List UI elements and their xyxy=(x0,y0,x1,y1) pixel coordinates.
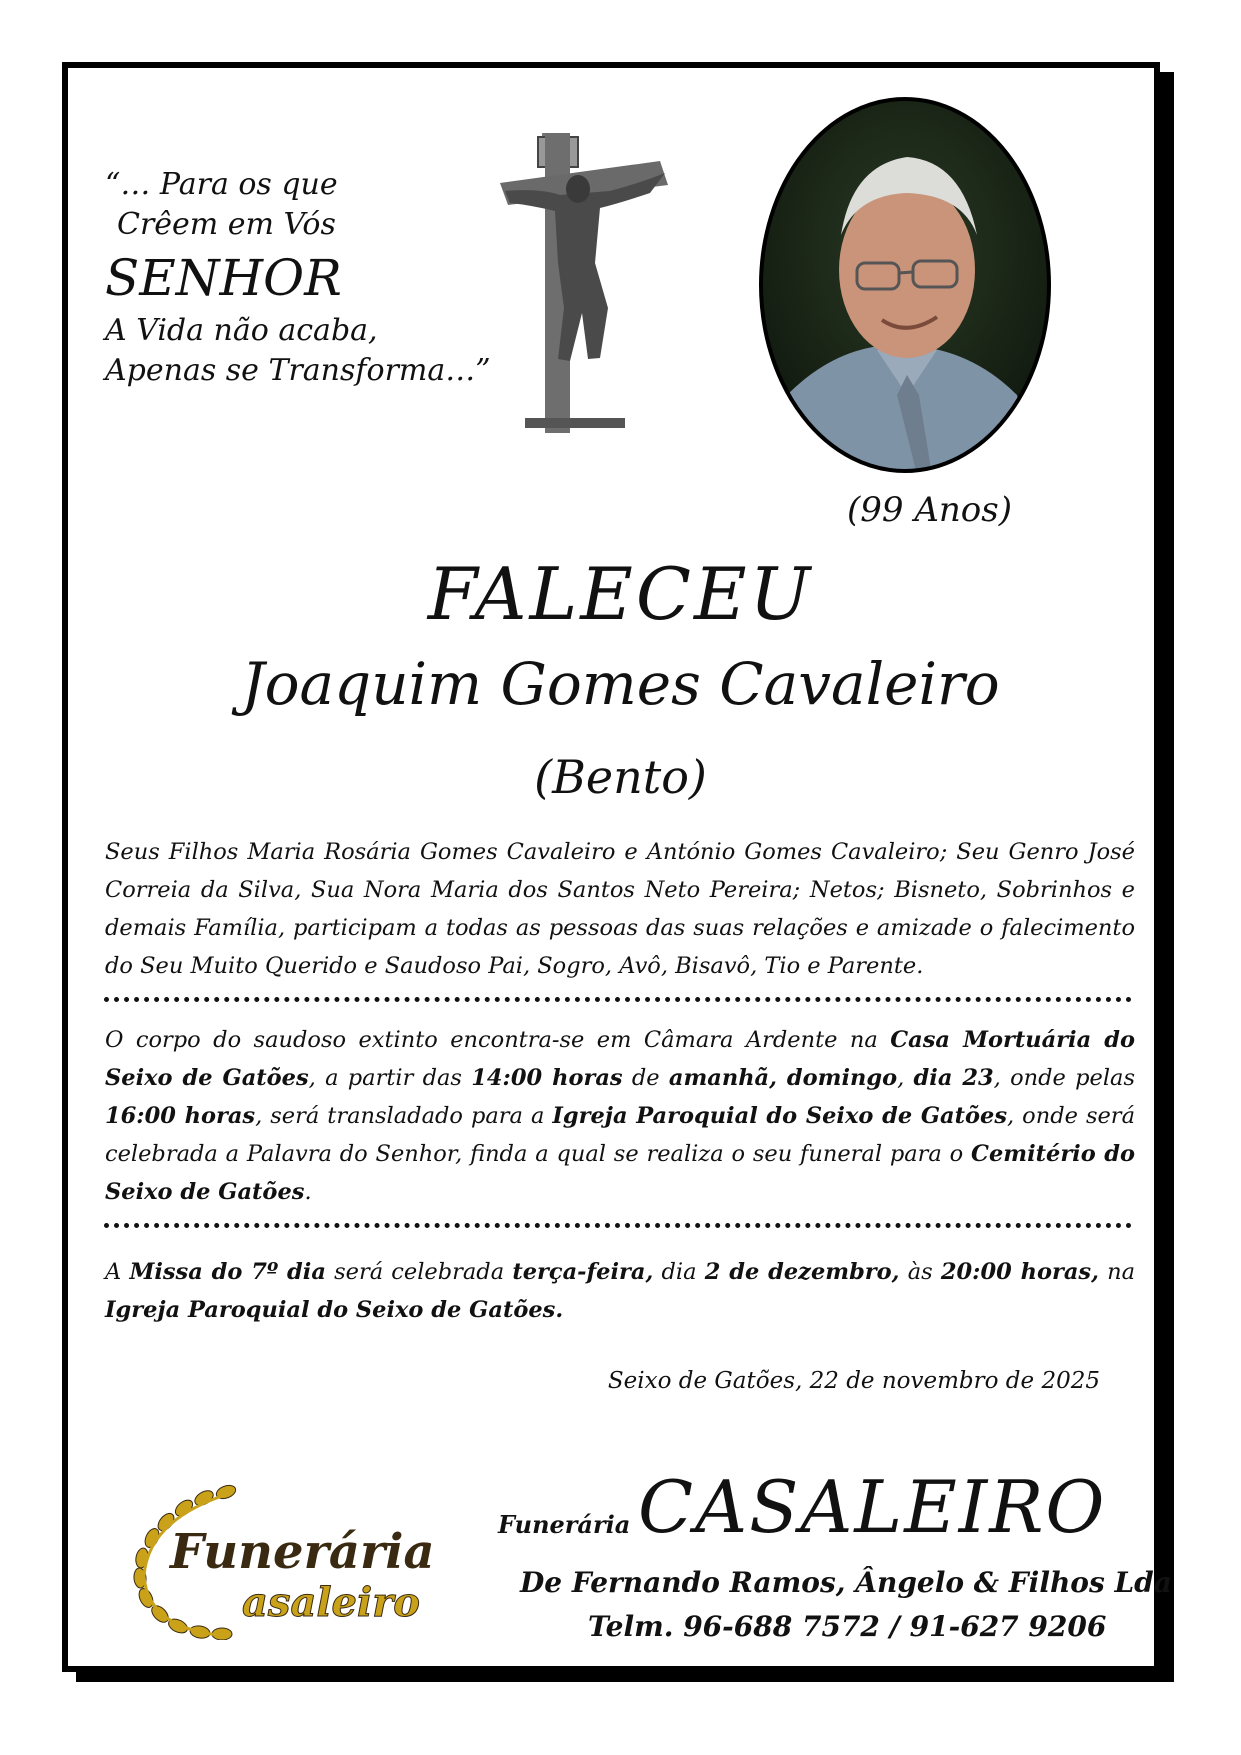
funeral-highlight: Cemitério do Seixo de Gatões xyxy=(105,1141,1135,1205)
age-label: (99 Anos) xyxy=(847,490,1012,530)
mass-highlight: terça-feira, xyxy=(512,1259,654,1285)
funeral-text: , a partir das xyxy=(308,1065,472,1091)
footer-funeraria-label: Funerária xyxy=(498,1510,631,1539)
funeral-highlight: amanhã, domingo xyxy=(668,1065,898,1091)
deceased-name: Joaquim Gomes Cavaleiro xyxy=(241,650,1000,718)
mass-highlight: Igreja Paroquial do Seixo de Gatões. xyxy=(105,1297,564,1323)
logo-word-2: asaleiro xyxy=(242,1579,420,1626)
quote-line-2: Crêem em Vós xyxy=(117,207,336,242)
funeral-text: , será transladado para a xyxy=(255,1103,553,1129)
funeraria-logo xyxy=(118,1480,458,1640)
headline-title: FALECEU xyxy=(427,552,814,636)
mass-text: A xyxy=(105,1259,130,1285)
mass-highlight: 20:00 horas, xyxy=(940,1259,1099,1285)
mass-highlight: 2 de dezembro, xyxy=(704,1259,900,1285)
deceased-nickname: (Bento) xyxy=(534,750,707,804)
quote-block xyxy=(105,165,491,391)
funeral-text: , onde pelas xyxy=(993,1065,1135,1091)
quote-line-3: SENHOR xyxy=(105,249,342,307)
funeral-paragraph xyxy=(105,1021,1135,1211)
portrait-photo xyxy=(757,95,1053,475)
footer-company: De Fernando Ramos, Ângelo & Filhos Lda xyxy=(520,1566,1172,1599)
mass-text: na xyxy=(1098,1259,1136,1285)
mass-text: será celebrada xyxy=(325,1259,513,1285)
funeral-highlight: Igreja Paroquial do Seixo de Gatões xyxy=(552,1103,1008,1129)
crucifix-icon xyxy=(500,133,670,433)
funeral-text: . xyxy=(304,1179,312,1205)
mass-text: às xyxy=(899,1259,941,1285)
funeral-highlight: dia 23 xyxy=(913,1065,994,1091)
funeral-highlight: 14:00 horas xyxy=(471,1065,623,1091)
family-paragraph: Seus Filhos Maria Rosária Gomes Cavaleiro e António Gomes Cavaleiro; Seu Genro José Correia da Silva, Sua Nora Maria dos Santos Neto Pereira; Netos; Bisneto, Sobrinhos e demais Família, participam a todas as pessoas das suas relações e amizade o falecimento do Seu Muito Querido e Saudoso Pai, Sogro, Avô, Bisavô, Tio e Parente. xyxy=(105,839,1135,979)
logo-word-1: Funerária xyxy=(170,1524,435,1580)
dotted-divider xyxy=(104,997,1132,1002)
quote-line-1: “… Para os que xyxy=(105,167,338,202)
footer-brand: CASALEIRO xyxy=(638,1465,1107,1549)
funeral-highlight: Casa Mortuária do Seixo de Gatões xyxy=(105,1027,1136,1091)
funeral-text: O corpo do saudoso extinto encontra-se em Câmara Ardente na xyxy=(105,1027,891,1053)
funeral-highlight: 16:00 horas xyxy=(105,1103,256,1129)
mass-paragraph xyxy=(105,1253,1135,1329)
dotted-divider xyxy=(104,1223,1132,1228)
funeral-text: de xyxy=(622,1065,669,1091)
quote-line-5: Apenas se Transforma…” xyxy=(105,353,491,388)
place-and-date: Seixo de Gatões, 22 de novembro de 2025 xyxy=(607,1368,1100,1394)
funeral-text: , xyxy=(897,1065,914,1091)
funeral-text: , onde será celebrada a Palavra do Senhor, finda a qual se realiza o seu funeral para o xyxy=(105,1103,1135,1167)
footer-phones: Telm. 96-688 7572 / 91-627 9206 xyxy=(588,1610,1107,1643)
quote-line-4: A Vida não acaba, xyxy=(105,313,378,348)
mass-highlight: Missa do 7º dia xyxy=(129,1259,326,1285)
mass-text: dia xyxy=(653,1259,705,1285)
